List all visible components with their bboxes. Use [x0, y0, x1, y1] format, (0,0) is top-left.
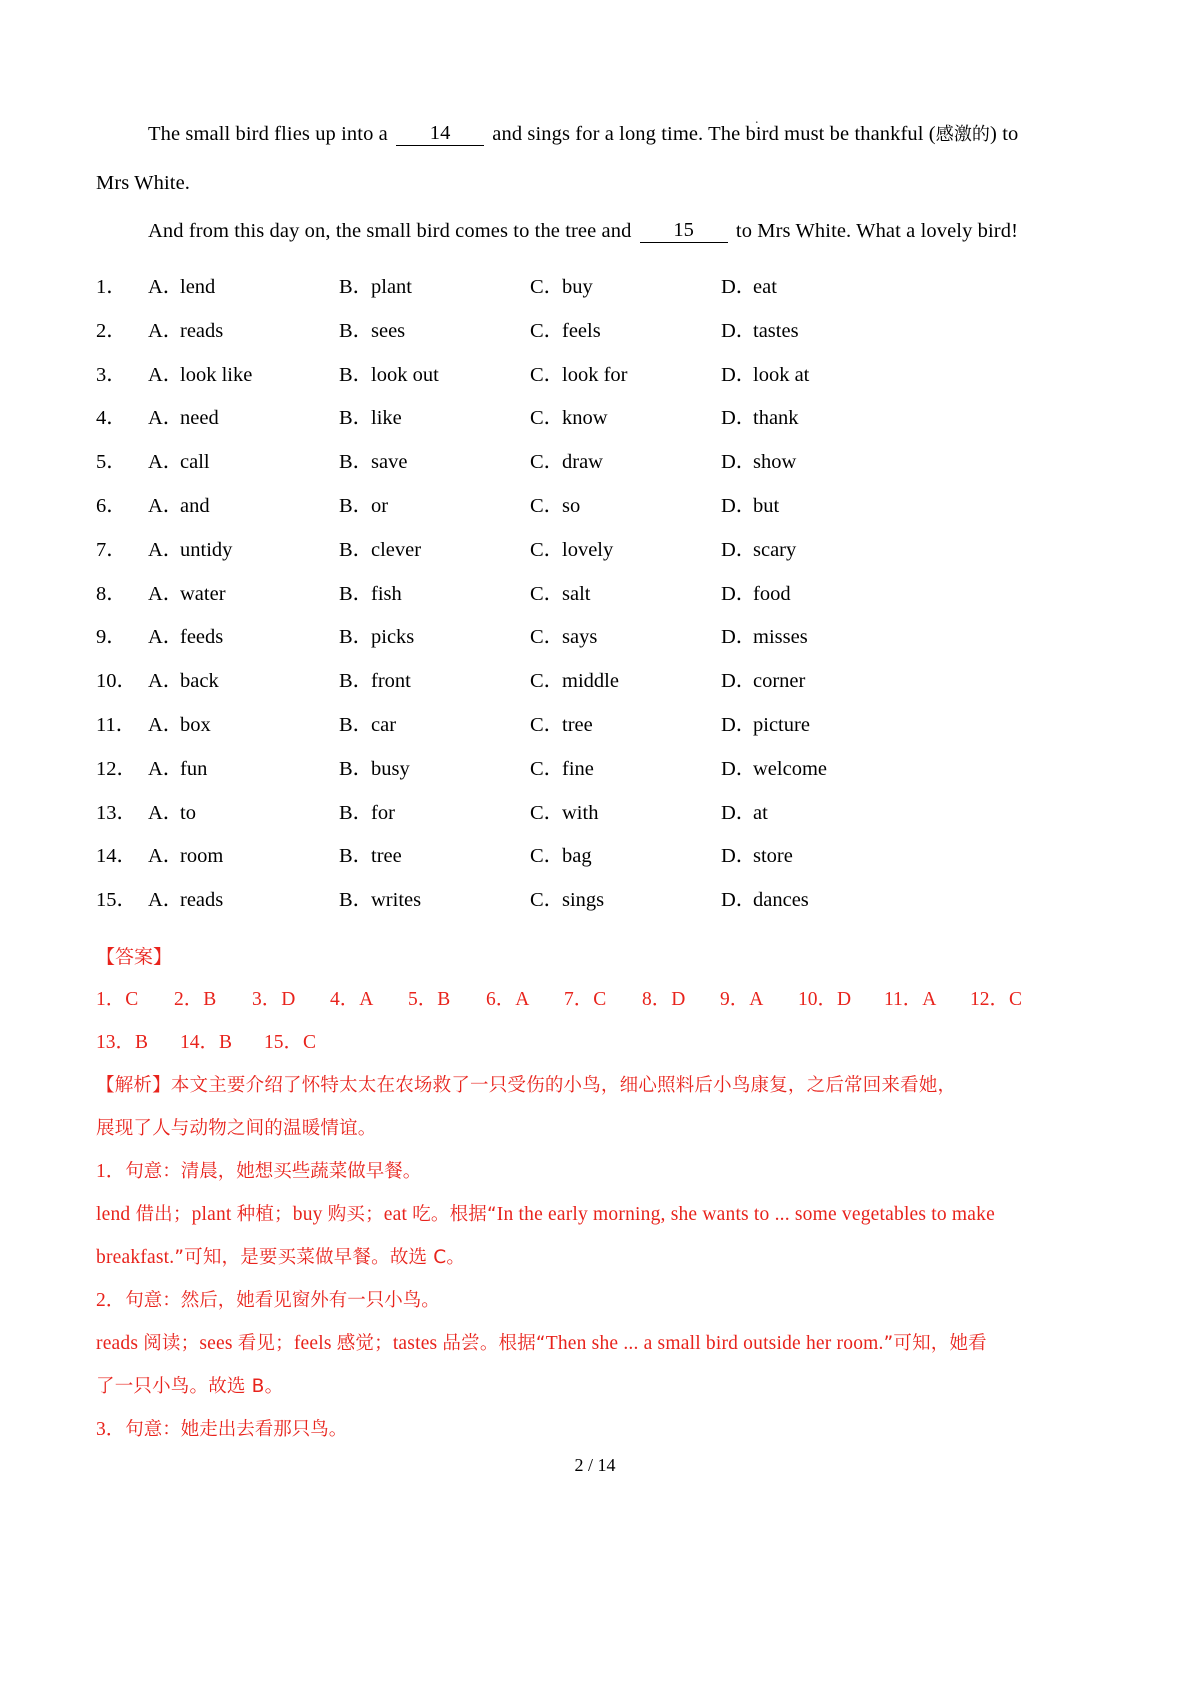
option-a-label: A．: [148, 276, 184, 298]
option-d-text: at: [753, 801, 768, 824]
option-c[interactable]: [530, 576, 721, 606]
option-d-text: misses: [753, 626, 808, 649]
answer-item: 5．B: [408, 988, 451, 1010]
gloss-meaning: 种植；: [236, 1203, 293, 1225]
option-c-label: C．: [530, 889, 565, 912]
question-number: 9．: [96, 626, 127, 649]
option-c-text: salt: [562, 582, 591, 605]
question-number: 14．: [96, 845, 137, 868]
answer-item: 12．C: [970, 988, 1023, 1010]
gloss-word: buy: [292, 1203, 328, 1225]
option-c[interactable]: [530, 838, 721, 868]
analysis-item-1-detail-line2: [96, 1236, 1024, 1279]
answer-item: 13．B: [96, 1031, 149, 1053]
option-c[interactable]: [530, 751, 721, 781]
option-d-label: D．: [721, 713, 757, 736]
option-b-text: tree: [371, 845, 402, 868]
option-d-label: D．: [721, 670, 757, 693]
option-b-label: B．: [339, 494, 374, 517]
option-b[interactable]: [339, 357, 530, 387]
page-content: [96, 110, 1024, 1451]
option-c-label: C．: [530, 845, 565, 868]
answer-heading: 【答案】: [96, 945, 173, 968]
gloss-meaning: 吃。根据“: [412, 1203, 497, 1225]
option-a-label: A．: [148, 407, 184, 430]
passage-gloss-1: 感激的: [935, 124, 991, 145]
option-a-text: fun: [180, 757, 208, 780]
option-b-text: car: [371, 713, 397, 736]
option-b-label: B．: [339, 889, 374, 912]
option-b-text: or: [371, 494, 389, 517]
option-b[interactable]: [339, 707, 530, 737]
answer-item: 15．C: [264, 1031, 317, 1053]
gloss-word: lend: [96, 1203, 136, 1225]
blank-14: 14: [396, 123, 484, 146]
option-c[interactable]: [530, 444, 721, 474]
option-c-label: C．: [530, 319, 565, 342]
option-c-text: fine: [562, 757, 594, 780]
option-a-text: back: [180, 670, 219, 693]
question-row-13: [96, 795, 1024, 839]
gloss-meaning: 品尝。根据“: [442, 1332, 546, 1354]
option-b-label: B．: [339, 845, 374, 868]
option-a-text: water: [180, 582, 226, 605]
option-c-label: C．: [530, 713, 565, 736]
option-b-text: writes: [371, 889, 422, 912]
option-d[interactable]: [721, 882, 809, 912]
answer-key-row-2: [96, 1021, 1024, 1064]
question-number: 1．: [96, 276, 127, 298]
question-row-9: [96, 619, 1024, 663]
gloss-word: reads: [96, 1332, 144, 1354]
option-c-text: sings: [562, 889, 605, 912]
option-a-text: look like: [180, 363, 253, 386]
option-b[interactable]: [339, 882, 530, 912]
option-d[interactable]: [721, 313, 799, 343]
option-c[interactable]: [530, 313, 721, 343]
question-number: 11．: [96, 713, 137, 736]
analysis-item-number: 1．: [96, 1160, 126, 1182]
option-b-label: B．: [339, 626, 374, 649]
analysis-item-3-meaning: [96, 1408, 1024, 1451]
option-a[interactable]: [148, 882, 339, 912]
gloss-meaning: 阅读；: [143, 1332, 200, 1354]
option-b-text: picks: [371, 626, 415, 649]
answer-item: 2．B: [174, 988, 217, 1010]
option-d-text: picture: [753, 713, 810, 736]
option-c[interactable]: [530, 488, 721, 518]
question-number: 7．: [96, 538, 127, 561]
question-number: 10．: [96, 670, 137, 693]
quoted-sentence-cont: breakfast.: [96, 1246, 175, 1268]
option-a[interactable]: [148, 444, 339, 474]
gloss-meaning: 购买；: [327, 1203, 384, 1225]
option-b[interactable]: [339, 313, 530, 343]
option-d[interactable]: [721, 269, 777, 299]
stray-dot-mark: .: [755, 112, 759, 127]
option-a[interactable]: [148, 619, 339, 649]
option-d-label: D．: [721, 319, 757, 342]
option-a-label: A．: [148, 757, 184, 780]
option-a-text: feeds: [180, 626, 224, 649]
option-a[interactable]: [148, 663, 339, 693]
option-b-label: B．: [339, 801, 374, 824]
option-b-text: plant: [371, 276, 412, 298]
option-a[interactable]: [148, 707, 339, 737]
question-row-1: [96, 269, 1024, 313]
option-b-text: clever: [371, 538, 422, 561]
passage-text-2b: to Mrs White. What a lovely bird!: [730, 220, 1018, 242]
gloss-word: eat: [383, 1203, 413, 1225]
question-row-8: [96, 576, 1024, 620]
options-list: [96, 269, 1024, 926]
option-c-text: so: [562, 494, 581, 517]
option-c-label: C．: [530, 582, 565, 605]
option-c[interactable]: [530, 357, 721, 387]
option-c-label: C．: [530, 670, 565, 693]
option-c-label: C．: [530, 451, 565, 474]
analysis-item-1-meaning: [96, 1150, 1024, 1193]
question-row-5: [96, 444, 1024, 488]
option-d-text: thank: [753, 407, 799, 430]
question-row-10: [96, 663, 1024, 707]
option-b-label: B．: [339, 713, 374, 736]
gloss-word: plant: [191, 1203, 237, 1225]
option-b-text: like: [371, 407, 402, 430]
analysis-conclusion: ”可知，是要买菜做早餐。故选 C。: [174, 1246, 466, 1268]
option-d[interactable]: [721, 707, 810, 737]
option-b[interactable]: [339, 444, 530, 474]
option-d-label: D．: [721, 801, 757, 824]
option-a[interactable]: [148, 838, 339, 868]
option-d[interactable]: [721, 751, 827, 781]
option-d-label: D．: [721, 757, 757, 780]
option-b-label: B．: [339, 451, 374, 474]
option-a-text: and: [180, 494, 210, 517]
option-c-text: feels: [562, 319, 601, 342]
analysis-item-number: 3．: [96, 1418, 126, 1440]
option-b-label: B．: [339, 276, 374, 298]
option-c-text: draw: [562, 451, 603, 474]
passage-text-2a: And from this day on, the small bird comes to the tree and: [148, 220, 637, 242]
option-a-text: need: [180, 407, 219, 430]
option-d-text: store: [753, 845, 793, 868]
analysis-item-2-detail-line2: 了一只小鸟。故选 B。: [96, 1375, 284, 1397]
option-d-label: D．: [721, 451, 757, 474]
question-number: 5．: [96, 451, 127, 474]
option-b[interactable]: [339, 795, 530, 825]
option-c-text: tree: [562, 713, 593, 736]
option-b-text: fish: [371, 582, 402, 605]
option-c[interactable]: [530, 532, 721, 562]
answer-item: 11．A: [884, 988, 937, 1010]
analysis-item-meaning: 句意：然后，她看见窗外有一只小鸟。: [125, 1289, 440, 1311]
option-b[interactable]: [339, 751, 530, 781]
question-row-3: [96, 357, 1024, 401]
option-c[interactable]: [530, 795, 721, 825]
option-c-text: middle: [562, 670, 619, 693]
option-c-label: C．: [530, 407, 565, 430]
analysis-summary-cont: 展现了人与动物之间的温暖情谊。: [96, 1117, 377, 1139]
passage-paragraph-2: [96, 207, 1024, 255]
option-c-label: C．: [530, 626, 565, 649]
option-b-label: B．: [339, 757, 374, 780]
option-c-label: C．: [530, 538, 565, 561]
option-a[interactable]: [148, 357, 339, 387]
option-d[interactable]: [721, 619, 808, 649]
question-row-12: [96, 751, 1024, 795]
option-c[interactable]: [530, 269, 721, 299]
option-d-text: welcome: [753, 757, 827, 780]
option-b[interactable]: [339, 619, 530, 649]
option-a-label: A．: [148, 451, 184, 474]
gloss-meaning: 看见；: [237, 1332, 294, 1354]
option-d[interactable]: [721, 838, 793, 868]
option-c[interactable]: [530, 707, 721, 737]
question-row-2: [96, 313, 1024, 357]
option-d[interactable]: [721, 400, 799, 430]
answer-item: 1．C: [96, 988, 139, 1010]
option-b[interactable]: [339, 663, 530, 693]
option-d-label: D．: [721, 276, 757, 298]
answer-item: 8．D: [642, 988, 686, 1010]
option-a-label: A．: [148, 713, 184, 736]
gloss-meaning: 借出；: [135, 1203, 192, 1225]
option-b-label: B．: [339, 363, 374, 386]
question-row-6: [96, 488, 1024, 532]
option-d[interactable]: [721, 444, 796, 474]
option-d-label: D．: [721, 626, 757, 649]
option-c-text: with: [562, 801, 599, 824]
option-a-text: reads: [180, 889, 224, 912]
option-b-label: B．: [339, 670, 374, 693]
option-b-label: B．: [339, 582, 374, 605]
answer-item: 6．A: [486, 988, 530, 1010]
option-a-text: room: [180, 845, 224, 868]
analysis-item-2-meaning: [96, 1279, 1024, 1322]
option-d-label: D．: [721, 494, 757, 517]
option-c-text: bag: [562, 845, 592, 868]
option-d-text: dances: [753, 889, 809, 912]
option-d[interactable]: [721, 663, 805, 693]
option-c-label: C．: [530, 276, 565, 298]
option-b[interactable]: [339, 488, 530, 518]
option-c-text: know: [562, 407, 608, 430]
option-a-label: A．: [148, 319, 184, 342]
option-c[interactable]: [530, 400, 721, 430]
option-a[interactable]: [148, 751, 339, 781]
question-number: 2．: [96, 319, 127, 342]
option-d-text: corner: [753, 670, 806, 693]
option-b-text: busy: [371, 757, 410, 780]
option-d-label: D．: [721, 582, 757, 605]
option-a-text: call: [180, 451, 210, 474]
option-c-label: C．: [530, 757, 565, 780]
option-a-label: A．: [148, 626, 184, 649]
option-a[interactable]: [148, 313, 339, 343]
question-number: 13．: [96, 801, 137, 824]
option-c-label: C．: [530, 363, 565, 386]
gloss-word: tastes: [392, 1332, 443, 1354]
option-c[interactable]: [530, 619, 721, 649]
option-d[interactable]: [721, 488, 779, 518]
option-a-text: lend: [180, 276, 216, 298]
option-b-text: sees: [371, 319, 406, 342]
question-number: 15．: [96, 889, 137, 912]
option-a-label: A．: [148, 494, 184, 517]
question-row-14: [96, 838, 1024, 882]
option-d-text: show: [753, 451, 797, 474]
option-a-label: A．: [148, 538, 184, 561]
option-b-text: look out: [371, 363, 439, 386]
answer-item: 7．C: [564, 988, 607, 1010]
option-a-label: A．: [148, 670, 184, 693]
option-d-text: look at: [753, 363, 810, 386]
option-d-label: D．: [721, 538, 757, 561]
option-c-label: C．: [530, 801, 565, 824]
gloss-word: sees: [199, 1332, 238, 1354]
option-a-text: reads: [180, 319, 224, 342]
passage-text-1a: The small bird flies up into a: [148, 123, 394, 145]
option-d[interactable]: [721, 795, 768, 825]
analysis-heading: 【解析】: [96, 1074, 171, 1096]
option-c[interactable]: [530, 882, 721, 912]
question-number: 12．: [96, 757, 137, 780]
answer-item: 10．D: [798, 988, 852, 1010]
option-d-label: D．: [721, 845, 757, 868]
analysis-summary: [96, 1064, 1024, 1107]
analysis-item-2-detail-line1: [96, 1322, 1024, 1365]
option-c-text: lovely: [562, 538, 614, 561]
answer-item: 9．A: [720, 988, 764, 1010]
quoted-sentence: Then she ... a small bird outside her room.: [545, 1332, 884, 1354]
option-d[interactable]: [721, 532, 796, 562]
option-d-text: food: [753, 582, 791, 605]
question-row-4: [96, 400, 1024, 444]
option-a-text: box: [180, 713, 211, 736]
option-c-text: says: [562, 626, 598, 649]
gloss-meaning: 感觉；: [336, 1332, 393, 1354]
option-b[interactable]: [339, 838, 530, 868]
option-d-text: scary: [753, 538, 797, 561]
option-d[interactable]: [721, 576, 791, 606]
blank-15: 15: [640, 220, 728, 243]
option-a-label: A．: [148, 845, 184, 868]
passage-text-1c: ) to Mrs White.: [96, 123, 1019, 194]
analysis-summary-line-1: 本文主要介绍了怀特太太在农场救了一只受伤的小鸟，细心照料后小鸟康复，之后常回来看她，: [170, 1074, 957, 1096]
option-b[interactable]: [339, 400, 530, 430]
question-row-7: [96, 532, 1024, 576]
passage-text-1b: and sings for a long time. The bird must be thankful (: [487, 123, 936, 145]
passage-paragraph-1: [96, 110, 1024, 207]
question-number: 3．: [96, 363, 127, 386]
analysis-conclusion: ”可知，她看: [883, 1332, 987, 1354]
answer-key-row-1: [96, 978, 1024, 1021]
option-b-text: front: [371, 670, 411, 693]
option-a-text: to: [180, 801, 196, 824]
option-a-label: A．: [148, 582, 184, 605]
page-footer: 2 / 14: [574, 1455, 616, 1475]
option-a[interactable]: [148, 576, 339, 606]
option-c[interactable]: [530, 663, 721, 693]
option-d-label: D．: [721, 889, 757, 912]
analysis-item-meaning: 句意：清晨，她想买些蔬菜做早餐。: [125, 1160, 422, 1182]
question-row-15: [96, 882, 1024, 926]
option-b[interactable]: [339, 269, 530, 299]
option-a-label: A．: [148, 363, 184, 386]
option-a-label: A．: [148, 801, 184, 824]
analysis-item-meaning: 句意：她走出去看那只鸟。: [125, 1418, 348, 1440]
option-d-label: D．: [721, 363, 757, 386]
option-a[interactable]: [148, 795, 339, 825]
option-a[interactable]: [148, 269, 339, 299]
analysis-item-1-detail-line1: [96, 1193, 1024, 1236]
question-number: 6．: [96, 494, 127, 517]
option-a[interactable]: [148, 488, 339, 518]
option-b[interactable]: [339, 576, 530, 606]
option-c-text: buy: [562, 276, 593, 298]
question-row-11: [96, 707, 1024, 751]
analysis-item-number: 2．: [96, 1289, 126, 1311]
option-d-text: eat: [753, 276, 777, 298]
option-b-text: for: [371, 801, 395, 824]
question-number: 8．: [96, 582, 127, 605]
answer-item: 4．A: [330, 988, 374, 1010]
option-b-text: save: [371, 451, 408, 474]
answer-item: 14．B: [180, 1031, 233, 1053]
option-d-text: but: [753, 494, 780, 517]
option-b-label: B．: [339, 319, 374, 342]
option-a-text: untidy: [180, 538, 233, 561]
option-c-text: look for: [562, 363, 628, 386]
option-a[interactable]: [148, 400, 339, 430]
option-a-label: A．: [148, 889, 184, 912]
question-number: 4．: [96, 407, 127, 430]
option-c-label: C．: [530, 494, 565, 517]
option-d-text: tastes: [753, 319, 799, 342]
option-b-label: B．: [339, 407, 374, 430]
option-b[interactable]: [339, 532, 530, 562]
gloss-word: feels: [293, 1332, 337, 1354]
answer-item: 3．D: [252, 988, 296, 1010]
option-d[interactable]: [721, 357, 809, 387]
option-a[interactable]: [148, 532, 339, 562]
option-b-label: B．: [339, 538, 374, 561]
quoted-sentence: In the early morning, she wants to ... some vegetables to make: [496, 1203, 995, 1225]
option-d-label: D．: [721, 407, 757, 430]
